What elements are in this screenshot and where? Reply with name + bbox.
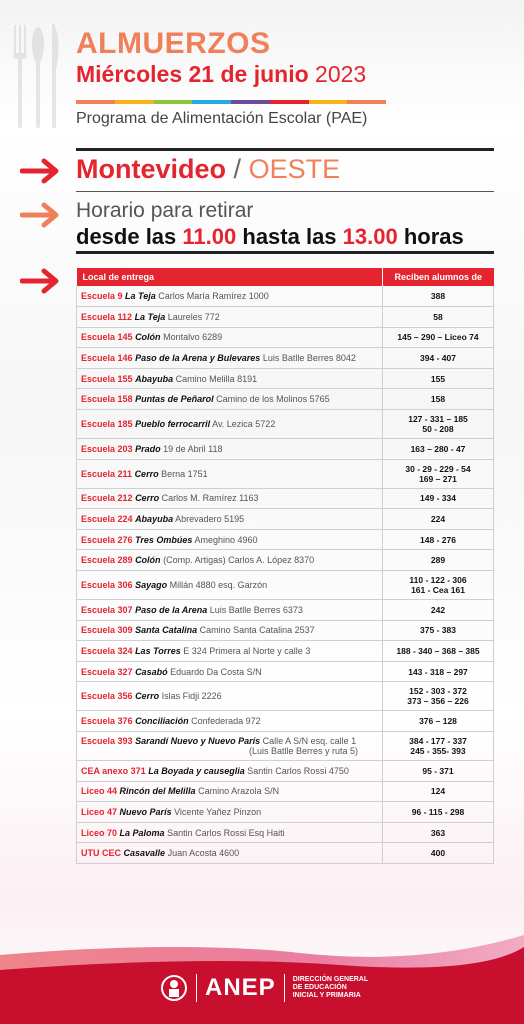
alumnos-value: 375 - 383 (420, 625, 456, 636)
table-row (77, 802, 494, 823)
table-row (77, 550, 494, 571)
alumnos-cell (383, 410, 494, 439)
schedule-to-time: 13.00 (342, 224, 398, 249)
school-name: Escuela 212 (81, 493, 133, 504)
table-row (77, 410, 494, 439)
address: Berna 1751 (161, 468, 208, 479)
alumnos-value: 400 (430, 848, 446, 859)
barrio-name: Sarandí Nuevo y Nuevo París (135, 736, 261, 746)
barrio-name: Tres Ombúes (135, 534, 193, 545)
alumnos-cell (383, 488, 494, 509)
address: Eduardo Da Costa S/N (170, 666, 262, 677)
alumnos-cell (383, 802, 494, 823)
schedule-mid-text: hasta las (242, 224, 337, 249)
alumnos-cell (383, 327, 494, 348)
col-local-header: Local de entrega (77, 268, 383, 286)
table-row (77, 682, 494, 711)
local-cell (77, 661, 383, 682)
address: Juan Acosta 4600 (167, 848, 240, 859)
school-name: Escuela 306 (81, 580, 133, 591)
address: Camino Arazola S/N (198, 786, 280, 797)
barrio-name: Cerro (135, 691, 160, 702)
address: Santin Carlos Rossi 4750 (247, 765, 349, 776)
address: Abrevadero 5195 (175, 514, 245, 525)
arrow-right-icon (20, 268, 62, 294)
alumnos-value: 224 (430, 514, 446, 525)
address: Laureles 772 (167, 311, 220, 322)
barrio-name: Colón (135, 332, 161, 343)
org-line-2: DE EDUCACIÓN (292, 984, 347, 991)
address: Luis Batlle Berres 8042 (262, 353, 356, 364)
address-detail: (Luis Batlle Berres y ruta 5) (248, 746, 358, 756)
alumnos-value: 95 - 371 (422, 765, 454, 776)
local-cell (77, 732, 383, 761)
alumnos-value: 58 (433, 311, 443, 322)
alumnos-value: 96 - 115 - 298 (411, 806, 465, 817)
table-row (77, 307, 494, 328)
local-cell (77, 439, 383, 460)
alumnos-cell (383, 389, 494, 410)
school-name: Escuela 185 (81, 419, 133, 430)
zone-name: OESTE (248, 154, 341, 184)
local-cell (77, 761, 383, 782)
alumnos-value: 384 - 177 - 337 (409, 736, 467, 746)
school-name: Escuela 146 (81, 353, 133, 364)
city-zone (76, 154, 340, 185)
table-row (77, 843, 494, 864)
alumnos-value: 289 (430, 555, 446, 566)
org-line-3: INICIAL Y PRIMARIA (292, 992, 361, 999)
alumnos-cell (383, 439, 494, 460)
schedule-from-text: desde las (76, 224, 177, 249)
local-cell (77, 459, 383, 488)
local-cell (77, 822, 383, 843)
school-name: Escuela 9 (81, 291, 123, 302)
address: Confederada 972 (191, 716, 261, 727)
alumnos-cell (383, 761, 494, 782)
local-cell (77, 368, 383, 389)
alumnos-value: 394 - 407 (420, 353, 456, 364)
alumnos-value-2: 245 - 355- 393 (410, 746, 466, 756)
table-header (77, 268, 494, 286)
alumnos-cell (383, 286, 494, 307)
alumnos-value: 127 - 331 – 185 (408, 414, 468, 425)
alumnos-value: 30 - 29 - 229 - 54 (405, 463, 471, 474)
alumnos-value: 363 (430, 827, 446, 838)
address: Vicente Yañez Pinzon (174, 806, 262, 817)
address: Islas Fidji 2226 (161, 691, 222, 702)
address: Camino Melilla 8191 (175, 373, 258, 384)
local-cell (77, 327, 383, 348)
address: Ameghino 4960 (194, 534, 258, 545)
alumnos-cell (383, 620, 494, 641)
alumnos-cell (383, 307, 494, 328)
school-name: Escuela 276 (81, 534, 133, 545)
address: Millán 4880 esq. Garzón (169, 580, 268, 591)
address: Camino de los Molinos 5765 (216, 394, 330, 405)
school-name: Escuela 145 (81, 332, 133, 343)
table-row (77, 641, 494, 662)
table-row (77, 620, 494, 641)
table-row (77, 348, 494, 369)
local-cell (77, 600, 383, 621)
barrio-name: La Teja (125, 291, 156, 302)
local-cell (77, 348, 383, 369)
rainbow-bar (76, 100, 386, 104)
address: Santin Carlos Rossi Esq Haiti (167, 827, 285, 838)
school-name: Liceo 47 (81, 806, 118, 817)
alumnos-value: 152 - 303 - 372 (409, 686, 467, 697)
alumnos-value: 143 - 318 – 297 (408, 666, 468, 677)
local-cell (77, 389, 383, 410)
barrio-name: Prado (135, 443, 161, 454)
address: Av. Lezica 5722 (212, 419, 276, 430)
school-name: Liceo 70 (81, 827, 118, 838)
local-cell (77, 509, 383, 530)
alumnos-cell (383, 732, 494, 761)
alumnos-value-2: 161 - Cea 161 (411, 585, 465, 596)
table-row (77, 389, 494, 410)
table-row (77, 732, 494, 761)
date-year: 2023 (315, 61, 367, 87)
school-name: Escuela 376 (81, 716, 133, 727)
local-cell (77, 641, 383, 662)
brand-name: ANEP (205, 974, 276, 1001)
school-name: Escuela 356 (81, 691, 133, 702)
address: 19 de Abril 118 (163, 443, 223, 454)
col-alumnos-header: Reciben alumnos de (383, 268, 494, 286)
alumnos-cell (383, 571, 494, 600)
delivery-table (76, 268, 494, 864)
school-name: Escuela 393 (81, 736, 133, 746)
barrio-name: Cerro (135, 493, 160, 504)
address: Luis Batlle Berres 6373 (209, 604, 303, 615)
alumnos-cell (383, 509, 494, 530)
school-name: CEA anexo 371 (81, 765, 146, 776)
alumnos-cell (383, 641, 494, 662)
arrow-right-icon (20, 202, 62, 228)
alumnos-value: 110 - 122 - 306 (409, 575, 467, 586)
table-row (77, 327, 494, 348)
barrio-name: Conciliación (135, 716, 189, 727)
alumnos-value-2: 50 - 208 (422, 424, 454, 435)
alumnos-value-2: 373 – 356 – 226 (407, 696, 469, 707)
local-cell (77, 711, 383, 732)
address: Carlos M. Ramírez 1163 (161, 493, 259, 504)
table-body (77, 286, 494, 863)
school-name: Escuela 158 (81, 394, 133, 405)
alumnos-value: 148 - 276 (420, 534, 456, 545)
barrio-name: Casabó (135, 666, 168, 677)
table-row (77, 286, 494, 307)
schedule-times (76, 224, 464, 250)
alumnos-cell (383, 843, 494, 864)
table-row (77, 529, 494, 550)
alumnos-cell (383, 550, 494, 571)
alumnos-cell (383, 348, 494, 369)
arrow-right-icon (20, 158, 62, 184)
school-name: Escuela 155 (81, 373, 133, 384)
school-name: Escuela 289 (81, 555, 133, 566)
alumnos-value: 145 – 290 – Liceo 74 (397, 332, 479, 343)
date-line (76, 60, 516, 88)
barrio-name: La Boyada y causeglia (148, 765, 245, 776)
school-name: Escuela 211 (81, 468, 133, 479)
barrio-name: Cerro (134, 468, 159, 479)
uruguay-seal-icon (160, 974, 188, 1002)
local-cell (77, 802, 383, 823)
school-name: Liceo 44 (81, 786, 118, 797)
alumnos-cell (383, 711, 494, 732)
schedule-end-text: horas (403, 224, 464, 249)
divider-bottom (76, 251, 494, 254)
school-name: Escuela 307 (81, 604, 133, 615)
alumnos-cell (383, 529, 494, 550)
barrio-name: La Teja (134, 311, 166, 322)
schedule-from-time: 11.00 (182, 224, 237, 249)
address: E 324 Primera al Norte y calle 3 (183, 646, 311, 657)
page-title: ALMUERZOS (76, 27, 271, 60)
org-name (293, 976, 368, 1000)
alumnos-cell (383, 781, 494, 802)
local-cell (77, 307, 383, 328)
barrio-name: Puntas de Peñarol (135, 394, 214, 405)
alumnos-value: 388 (430, 291, 446, 302)
barrio-name: Paso de la Arena y Bulevares (135, 353, 261, 364)
divider-top (76, 148, 494, 151)
address: Camino Santa Catalina 2537 (199, 625, 315, 636)
logo-divider (196, 974, 197, 1002)
barrio-name: Sayago (135, 580, 168, 591)
barrio-name: Nuevo París (119, 806, 172, 817)
alumnos-value: 242 (430, 604, 446, 615)
schedule-label: Horario para retirar (76, 199, 254, 222)
alumnos-cell (383, 661, 494, 682)
anep-logo (160, 974, 368, 1002)
school-name: Escuela 324 (81, 646, 133, 657)
local-cell (77, 286, 383, 307)
alumnos-value: 188 - 340 – 368 – 385 (396, 646, 480, 657)
city-separator: / (233, 154, 242, 184)
barrio-name: Las Torres (135, 646, 181, 657)
local-cell (77, 843, 383, 864)
logo-divider (284, 974, 285, 1002)
title-block (76, 28, 516, 88)
alumnos-cell (383, 459, 494, 488)
barrio-name: Pueblo ferrocarril (135, 419, 211, 430)
alumnos-value: 124 (430, 786, 446, 797)
address: Calle A S/N esq. calle 1 (262, 736, 357, 746)
table-row (77, 368, 494, 389)
alumnos-cell (383, 368, 494, 389)
barrio-name: La Paloma (119, 827, 165, 838)
school-name: Escuela 112 (81, 311, 133, 322)
table-row (77, 439, 494, 460)
table-row (77, 488, 494, 509)
table-row (77, 600, 494, 621)
barrio-name: Casavalle (123, 848, 166, 859)
barrio-name: Santa Catalina (135, 625, 198, 636)
table-row (77, 661, 494, 682)
table-row (77, 711, 494, 732)
alumnos-value: 149 - 334 (420, 493, 456, 504)
alumnos-cell (383, 600, 494, 621)
local-cell (77, 571, 383, 600)
address: Carlos María Ramírez 1000 (158, 291, 269, 302)
local-cell (77, 620, 383, 641)
barrio-name: Rincón del Melilla (119, 786, 196, 797)
table-row (77, 781, 494, 802)
program-subtitle: Programa de Alimentación Escolar (PAE) (76, 110, 368, 127)
org-line-1: DIRECCIÓN GENERAL (292, 976, 369, 983)
alumnos-cell (383, 822, 494, 843)
table-row (77, 509, 494, 530)
barrio-name: Abayuba (135, 373, 174, 384)
divider-mid (76, 191, 494, 192)
table-row (77, 571, 494, 600)
school-name: UTU CEC (81, 848, 121, 859)
address: Montalvo 6289 (163, 332, 223, 343)
local-cell (77, 410, 383, 439)
address: (Comp. Artigas) Carlos A. López 8370 (163, 555, 315, 566)
school-name: Escuela 327 (81, 666, 133, 677)
school-name: Escuela 203 (81, 443, 133, 454)
alumnos-value: 158 (430, 394, 446, 405)
local-cell (77, 529, 383, 550)
school-name: Escuela 309 (81, 625, 133, 636)
alumnos-value-2: 169 – 271 (419, 473, 457, 484)
date-main: Miércoles 21 de junio (76, 61, 309, 87)
alumnos-cell (383, 682, 494, 711)
alumnos-value: 376 – 128 (419, 716, 457, 727)
barrio-name: Colón (135, 555, 161, 566)
city-name: Montevideo (76, 154, 227, 184)
table-row (77, 822, 494, 843)
local-cell (77, 550, 383, 571)
barrio-name: Paso de la Arena (135, 604, 208, 615)
local-cell (77, 781, 383, 802)
local-cell (77, 488, 383, 509)
table-row (77, 459, 494, 488)
barrio-name: Abayuba (135, 514, 174, 525)
alumnos-value: 163 – 280 - 47 (410, 443, 466, 454)
table-row (77, 761, 494, 782)
alumnos-value: 155 (430, 373, 446, 384)
cutlery-icon (10, 20, 65, 130)
local-cell (77, 682, 383, 711)
school-name: Escuela 224 (81, 514, 133, 525)
